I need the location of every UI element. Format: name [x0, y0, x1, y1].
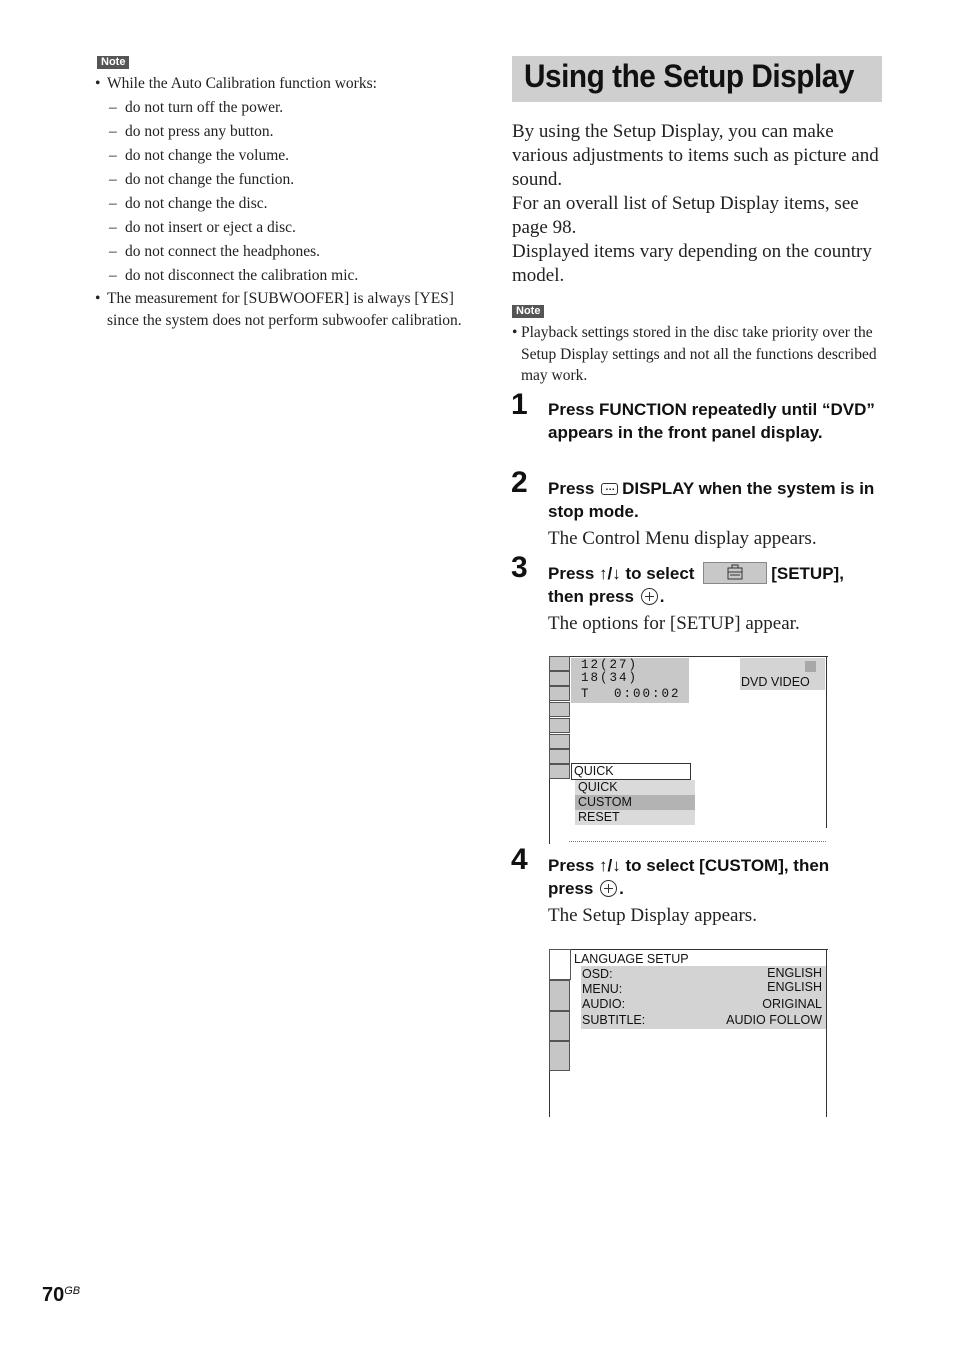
- page-number-value: 70: [42, 1284, 65, 1306]
- setting-label: OSD:: [582, 967, 613, 981]
- language-settings-panel: [581, 966, 826, 1029]
- note-dash-item: – do not connect the headphones.: [95, 240, 475, 264]
- menu-tab: [549, 686, 570, 701]
- step-result: The Control Menu display appears.: [548, 528, 817, 549]
- time-label: T: [581, 687, 591, 701]
- intro-text: [512, 120, 884, 288]
- menu-tab: [549, 734, 570, 749]
- note-dash-item: – do not change the function.: [95, 168, 475, 192]
- setting-value[interactable]: AUDIO FOLLOW: [726, 1013, 822, 1027]
- option-item-highlighted[interactable]: CUSTOM: [575, 795, 695, 810]
- setup-tab[interactable]: [549, 1011, 570, 1041]
- note-dash-item: – do not change the disc.: [95, 192, 475, 216]
- intro-paragraph: By using the Setup Display, you can make various adjustments to items such as picture and sound.: [512, 121, 879, 190]
- enter-button-icon: [600, 880, 617, 897]
- step-text-part: press: [548, 879, 594, 898]
- setup-tab[interactable]: [549, 980, 570, 1011]
- menu-tab: [549, 749, 570, 764]
- note-badge: Note: [97, 56, 129, 69]
- step-number: 1: [511, 388, 528, 421]
- step-result: The options for [SETUP] appear.: [548, 613, 800, 634]
- setup-display-screen: [549, 949, 828, 1117]
- title-count: 12(27): [581, 658, 639, 672]
- step-instruction: [548, 562, 884, 608]
- setting-label: SUBTITLE:: [582, 1013, 646, 1027]
- setting-value[interactable]: ORIGINAL: [762, 997, 822, 1011]
- note-dash-item: – do not change the volume.: [95, 144, 475, 168]
- note-bullet: • While the Auto Calibration function works:: [95, 72, 475, 96]
- setup-toolbox-icon: [703, 562, 767, 584]
- media-type: DVD VIDEO: [741, 675, 810, 689]
- step-text-part: Press: [548, 479, 595, 498]
- step-instruction: [548, 854, 884, 900]
- setting-value[interactable]: ENGLISH: [767, 980, 822, 994]
- note-dash-item: – do not disconnect the calibration mic.: [95, 264, 475, 288]
- step-number: 4: [511, 843, 528, 876]
- display-icon: [601, 483, 618, 495]
- menu-tab: [549, 764, 570, 779]
- setup-selected-value[interactable]: QUICK: [571, 763, 691, 780]
- step-number: 2: [511, 466, 528, 499]
- step-text-part: [SETUP],: [771, 564, 844, 583]
- step-instruction: Press FUNCTION repeatedly until “DVD” appears in the front panel display.: [548, 400, 875, 442]
- menu-tab: [549, 702, 570, 717]
- option-item[interactable]: RESET: [578, 810, 620, 824]
- intro-paragraph: Displayed items vary depending on the country model.: [512, 241, 872, 286]
- setting-value[interactable]: ENGLISH: [767, 966, 822, 980]
- step-instruction: [548, 477, 884, 523]
- play-time: 0:00:02: [614, 687, 681, 701]
- enter-button-icon: [641, 588, 658, 605]
- control-menu-screen: [549, 656, 828, 844]
- title-bar: [512, 56, 882, 102]
- step-text-part: .: [619, 879, 624, 898]
- setup-header: LANGUAGE SETUP: [574, 952, 689, 966]
- menu-tab: [549, 671, 570, 686]
- setup-tab[interactable]: [549, 1041, 570, 1071]
- note-dash-item: – do not turn off the power.: [95, 96, 475, 120]
- note-bullet: • Playback settings stored in the disc take priority over the Setup Display settings and not all the functions described may work.: [512, 322, 884, 387]
- step-text-part: .: [659, 587, 665, 606]
- menu-tab: [549, 718, 570, 733]
- setting-label: AUDIO:: [582, 997, 626, 1011]
- screen-cut-edge: [569, 841, 826, 842]
- right-note: [512, 322, 884, 387]
- step-text-part: then press: [548, 587, 634, 606]
- setup-tab-active[interactable]: [549, 949, 571, 980]
- left-note: [95, 72, 475, 331]
- setup-options-list: [575, 780, 695, 825]
- page-suffix: GB: [64, 1285, 81, 1297]
- chapter-count: 18(34): [581, 671, 639, 685]
- page-number: [42, 1284, 80, 1307]
- disc-info-panel: [571, 658, 689, 703]
- note-bullet: • The measurement for [SUBWOOFER] is always [YES] since the system does not perform subwoofer calibration.: [95, 288, 475, 331]
- status-indicator: [805, 661, 816, 672]
- step-result: The Setup Display appears.: [548, 905, 757, 926]
- note-dash-item: – do not press any button.: [95, 120, 475, 144]
- option-item[interactable]: QUICK: [578, 780, 618, 794]
- page-title: Using the Setup Display: [524, 58, 854, 94]
- intro-paragraph: For an overall list of Setup Display items, see page 98.: [512, 193, 859, 238]
- step-text-part: Press ↑/↓ to select: [548, 564, 695, 583]
- step-number: 3: [511, 551, 528, 584]
- menu-tab: [549, 656, 570, 671]
- media-panel: [740, 658, 825, 690]
- step-text-part: DISPLAY when the system is in stop mode.: [548, 479, 875, 521]
- step-text-part: Press ↑/↓ to select [CUSTOM], then: [548, 856, 830, 875]
- note-badge: Note: [512, 305, 544, 318]
- note-dash-item: – do not insert or eject a disc.: [95, 216, 475, 240]
- setting-label: MENU:: [582, 982, 623, 996]
